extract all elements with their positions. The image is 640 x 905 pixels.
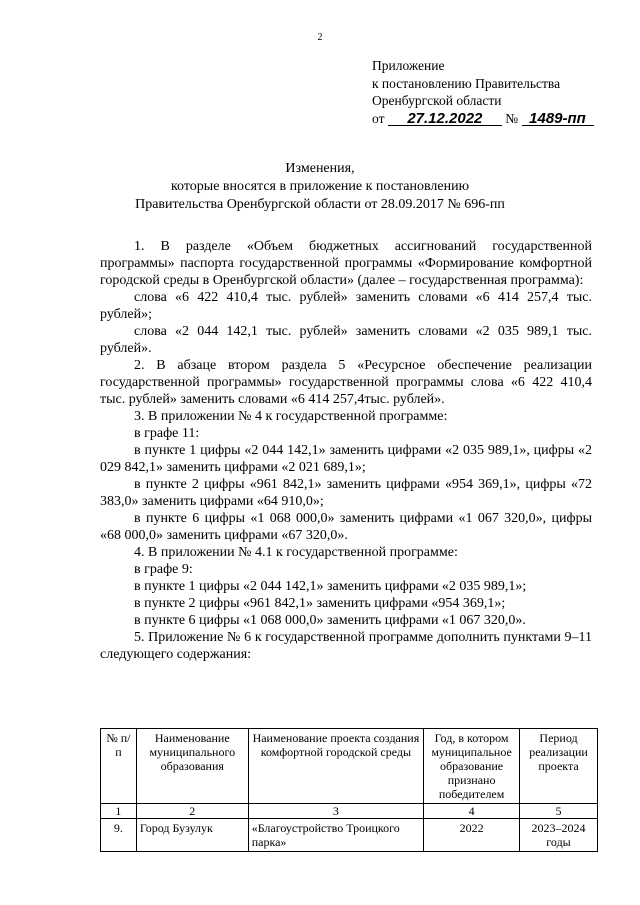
header-municipality: Наименование муниципального образования bbox=[136, 729, 248, 804]
numbering-cell: 2 bbox=[136, 804, 248, 819]
document-body bbox=[100, 238, 592, 663]
numbering-cell: 4 bbox=[424, 804, 520, 819]
numbering-cell: 3 bbox=[248, 804, 423, 819]
paragraph-3: 3. В приложении № 4 к государственной программе: bbox=[134, 409, 448, 424]
header-project: Наименование проекта создания комфортной городской среды bbox=[248, 729, 423, 804]
paragraph-1b: слова «2 044 142,1 тыс. рублей» заменить словами «2 035 989,1 тыс. рублей». bbox=[100, 324, 592, 356]
handwritten-number: 1489-пп bbox=[522, 112, 594, 126]
title-line-1: Изменения, bbox=[285, 161, 355, 176]
title-line-2: которые вносятся в приложение к постановлению bbox=[170, 179, 470, 194]
numbering-cell: 5 bbox=[520, 804, 598, 819]
paragraph-2: 2. В абзаце втором раздела 5 «Ресурсное обеспечение реализации государственной программы» государственной программы слова «6 422 410,4 тыс. рублей» заменить словами «6 414 257,4тыс. рублей». bbox=[100, 358, 592, 407]
paragraph-3b: в пункте 1 цифры «2 044 142,1» заменить цифрами «2 035 989,1», цифры «2 029 842,1» заменить цифрами «2 021 689,1»; bbox=[100, 443, 592, 475]
numbering-cell: 1 bbox=[101, 804, 137, 819]
title-line-3: Правительства Оренбургской области от 28.09.2017 № 696-пп bbox=[135, 197, 505, 212]
appendix-line-2: к постановлению Правительства bbox=[372, 75, 561, 91]
paragraph-4b: в пункте 1 цифры «2 044 142,1» заменить цифрами «2 035 989,1»; bbox=[134, 579, 527, 594]
header-year: Год, в котором муниципальное образование признано победителем bbox=[424, 729, 520, 804]
page-number: 2 bbox=[317, 32, 323, 43]
from-prefix: от bbox=[372, 110, 385, 126]
handwritten-date: 27.12.2022 bbox=[388, 112, 502, 126]
paragraph-4: 4. В приложении № 4.1 к государственной программе: bbox=[134, 545, 458, 560]
paragraph-4a: в графе 9: bbox=[134, 562, 193, 577]
header-period: Период реализации проекта bbox=[520, 729, 598, 804]
row-year: 2022 bbox=[424, 819, 520, 852]
document-title bbox=[0, 160, 640, 214]
paragraph-5: 5. Приложение № 6 к государственной программе дополнить пунктами 9–11 следующего содержания: bbox=[100, 630, 592, 662]
appendix-line-3: Оренбургской области bbox=[372, 93, 502, 108]
paragraph-4d: в пункте 6 цифры «1 068 000,0» заменить цифрами «1 067 320,0». bbox=[134, 613, 526, 628]
number-prefix: № bbox=[505, 110, 519, 126]
appendix-line-1: Приложение bbox=[372, 58, 445, 73]
appendix-date-line bbox=[372, 110, 594, 128]
table-numbering-row bbox=[101, 804, 598, 819]
paragraph-1: 1. В разделе «Объем бюджетных ассигнований государственной программы» паспорта государственной программы «Формирование комфортной городской среды в Оренбургской области» (далее – государственная программа): bbox=[100, 239, 592, 288]
paragraph-4c: в пункте 2 цифры «961 842,1» заменить цифрами «954 369,1»; bbox=[134, 596, 506, 611]
paragraph-1a: слова «6 422 410,4 тыс. рублей» заменить словами «6 414 257,4 тыс. рублей»; bbox=[100, 290, 592, 322]
header-number: № п/п bbox=[101, 729, 137, 804]
paragraph-3a: в графе 11: bbox=[134, 426, 200, 441]
appendix-block bbox=[372, 57, 594, 127]
table-row bbox=[101, 819, 598, 852]
row-project: «Благоустройство Троицкого парка» bbox=[248, 819, 423, 852]
row-number: 9. bbox=[101, 819, 137, 852]
paragraph-3d: в пункте 6 цифры «1 068 000,0» заменить цифрами «1 067 320,0», цифры «68 000,0» заменить цифрами «67 320,0». bbox=[100, 511, 592, 543]
paragraph-3c: в пункте 2 цифры «961 842,1» заменить цифрами «954 369,1», цифры «72 383,0» заменить цифрами «64 910,0»; bbox=[100, 477, 592, 509]
projects-table bbox=[100, 728, 598, 852]
row-period: 2023–2024 годы bbox=[520, 819, 598, 852]
table-header-row bbox=[101, 729, 598, 804]
row-municipality: Город Бузулук bbox=[136, 819, 248, 852]
